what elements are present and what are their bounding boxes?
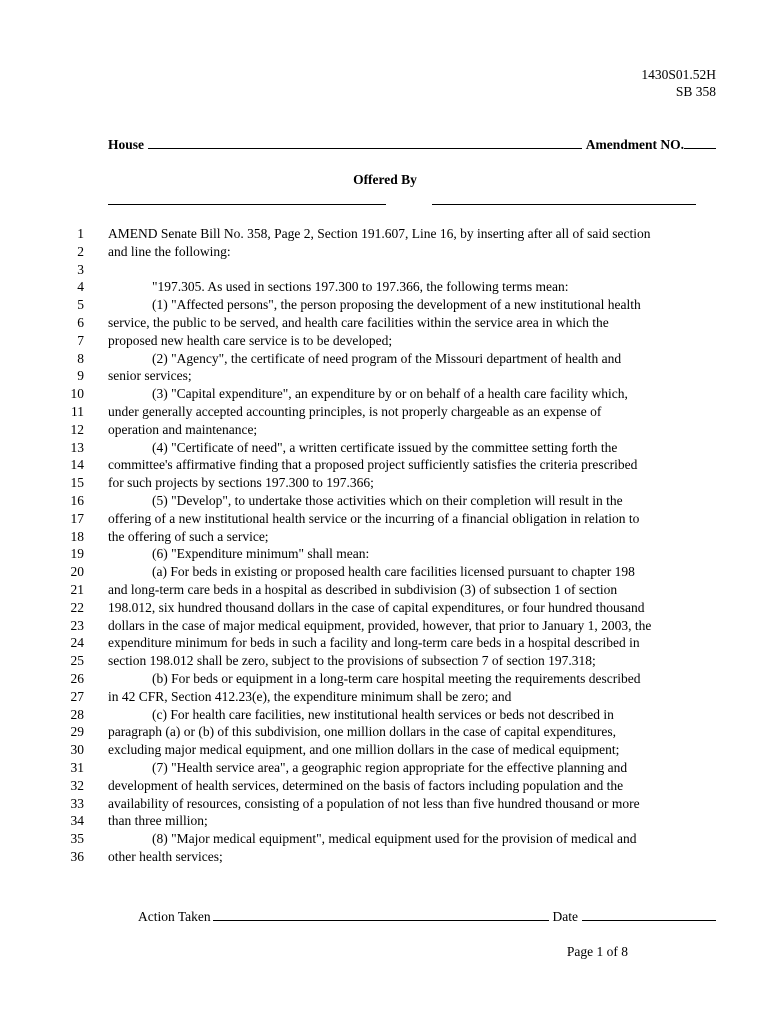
- line-text: availability of resources, consisting of a population of not less than five hundred thousand or more: [108, 795, 640, 811]
- line-number: 5: [77, 297, 84, 313]
- line-text: expenditure minimum for beds in such a facility and long-term care beds in a hospital described in: [108, 635, 640, 651]
- line-number: 19: [70, 546, 84, 562]
- text-line: [0, 830, 770, 848]
- line-number: 23: [70, 617, 84, 633]
- line-text: and long-term care beds in a hospital as described in subdivision (3) of subsection 1 of section: [108, 581, 618, 597]
- amendment-number-blank: [684, 136, 716, 149]
- line-number: 30: [70, 742, 84, 758]
- line-number: 10: [70, 386, 84, 402]
- text-line: [0, 723, 770, 741]
- line-text: (8) "Major medical equipment", medical equipment used for the provision of medical and: [152, 831, 637, 847]
- line-number: 34: [70, 813, 84, 829]
- line-number: 18: [70, 528, 84, 544]
- line-number: 13: [70, 439, 84, 455]
- line-text: for such projects by sections 197.300 to 197.366;: [108, 475, 374, 491]
- line-number: 32: [70, 777, 84, 793]
- line-number: 25: [70, 653, 84, 669]
- line-number: 14: [70, 457, 84, 473]
- line-text: and line the following:: [108, 243, 231, 259]
- house-label: House: [108, 137, 145, 152]
- text-line: [0, 225, 770, 243]
- line-text: proposed new health care service is to be developed;: [108, 332, 393, 348]
- date-blank: [582, 908, 716, 921]
- line-text: (2) "Agency", the certificate of need program of the Missouri department of health and: [152, 350, 622, 366]
- amendment-label: Amendment NO.: [585, 137, 684, 152]
- line-text: paragraph (a) or (b) of this subdivision, one million dollars in the case of capital expenditures,: [108, 724, 616, 740]
- line-number: 15: [70, 475, 84, 491]
- text-line: [0, 670, 770, 688]
- signature-line-right: [432, 204, 696, 205]
- text-line: [0, 403, 770, 421]
- line-number: 28: [70, 706, 84, 722]
- line-text: in 42 CFR, Section 412.23(e), the expenditure minimum shall be zero; and: [108, 688, 512, 704]
- line-text: section 198.012 shall be zero, subject to the provisions of subsection 7 of section 197.318;: [108, 653, 596, 669]
- line-number: 7: [77, 332, 84, 348]
- line-text: excluding major medical equipment, and one million dollars in the case of medical equipment;: [108, 742, 620, 758]
- bill-code: 1430S01.52H: [641, 67, 716, 82]
- text-line: [0, 243, 770, 261]
- line-text: (b) For beds or equipment in a long-term care hospital meeting the requirements described: [152, 670, 641, 686]
- line-number: 20: [70, 564, 84, 580]
- amendment-text-body: [0, 225, 770, 866]
- text-line: [0, 296, 770, 314]
- line-text: under generally accepted accounting principles, is not properly chargeable as an expense of: [108, 403, 602, 419]
- line-number: 26: [70, 670, 84, 686]
- line-text: senior services;: [108, 368, 192, 384]
- text-line: [0, 634, 770, 652]
- text-line: [0, 688, 770, 706]
- bill-number: SB 358: [675, 84, 716, 99]
- text-line: [0, 599, 770, 617]
- line-text: (3) "Capital expenditure", an expenditure by or on behalf of a health care facility which,: [152, 386, 628, 402]
- text-line: [0, 492, 770, 510]
- line-text: offering of a new institutional health service or the incurring of a financial obligation in relation to: [108, 510, 640, 526]
- line-number: 22: [70, 599, 84, 615]
- house-blank-line: [148, 136, 582, 149]
- line-number: 27: [70, 688, 84, 704]
- line-text: (4) "Certificate of need", a written certificate issued by the committee setting forth the: [152, 439, 618, 455]
- text-line: [0, 545, 770, 563]
- text-line: [0, 528, 770, 546]
- text-line: [0, 741, 770, 759]
- line-number: 12: [70, 421, 84, 437]
- line-text: 198.012, six hundred thousand dollars in the case of capital expenditures, or four hundred thousand: [108, 599, 645, 615]
- text-line: [0, 759, 770, 777]
- page-number: Page 1 of 8: [566, 944, 628, 959]
- text-line: [0, 385, 770, 403]
- line-number: 36: [70, 848, 84, 864]
- line-text: other health services;: [108, 848, 223, 864]
- text-line: [0, 314, 770, 332]
- text-line: [0, 848, 770, 866]
- line-number: 9: [77, 368, 84, 384]
- text-line: [0, 421, 770, 439]
- text-line: [0, 581, 770, 599]
- line-text: AMEND Senate Bill No. 358, Page 2, Section 191.607, Line 16, by inserting after all of said section: [108, 226, 651, 241]
- signature-line-left: [108, 204, 386, 205]
- line-number: 33: [70, 795, 84, 811]
- line-number: 31: [70, 759, 84, 775]
- date-label: Date: [552, 909, 578, 924]
- line-number: 35: [70, 831, 84, 847]
- line-text: (6) "Expenditure minimum" shall mean:: [152, 546, 370, 562]
- line-number: 24: [70, 635, 84, 651]
- offered-by-label: Offered By: [353, 172, 417, 187]
- house-amendment-line: [108, 136, 716, 153]
- text-line: [0, 332, 770, 350]
- line-text: (5) "Develop", to undertake those activities which on their completion will result in the: [152, 492, 623, 508]
- line-number: 8: [77, 350, 84, 366]
- text-line: [0, 795, 770, 813]
- line-text: (a) For beds in existing or proposed health care facilities licensed pursuant to chapter 198: [152, 564, 635, 580]
- line-text: (c) For health care facilities, new institutional health services or beds not described in: [152, 706, 614, 722]
- line-text: committee's affirmative finding that a proposed project sufficiently satisfies the criteria prescribed: [108, 457, 638, 473]
- action-taken-line: [138, 908, 716, 925]
- bill-identifier: [641, 66, 716, 100]
- text-line: [0, 706, 770, 724]
- action-taken-label: Action Taken: [138, 909, 211, 924]
- line-text: (7) "Health service area", a geographic region appropriate for the effective planning and: [152, 759, 628, 775]
- line-text: (1) "Affected persons", the person proposing the development of a new institutional health: [152, 297, 641, 313]
- line-text: operation and maintenance;: [108, 421, 258, 437]
- text-line: [0, 563, 770, 581]
- text-line: [0, 278, 770, 296]
- text-line: [0, 367, 770, 385]
- text-line: [0, 350, 770, 368]
- text-line: [0, 261, 770, 279]
- line-text: development of health services, determined on the basis of factors including population and the: [108, 777, 624, 793]
- text-line: [0, 617, 770, 635]
- action-taken-blank: [213, 908, 549, 921]
- line-text: the offering of such a service;: [108, 528, 269, 544]
- line-number: 21: [70, 581, 84, 597]
- offered-by-signature-lines: [108, 204, 716, 205]
- line-text: service, the public to be served, and health care facilities within the service area in which the: [108, 314, 609, 330]
- text-line: [0, 652, 770, 670]
- line-number: 11: [71, 403, 84, 419]
- text-line: [0, 812, 770, 830]
- text-line: [0, 510, 770, 528]
- line-number: 3: [77, 261, 84, 277]
- text-line: [0, 474, 770, 492]
- text-line: [0, 456, 770, 474]
- text-line: [0, 439, 770, 457]
- line-number: 6: [77, 314, 84, 330]
- line-text: than three million;: [108, 813, 208, 829]
- line-text: dollars in the case of major medical equipment, provided, however, that prior to January 1, 2003, the: [108, 617, 652, 633]
- line-number: 4: [77, 279, 84, 295]
- line-text: "197.305. As used in sections 197.300 to 197.366, the following terms mean:: [152, 279, 569, 295]
- text-line: [0, 777, 770, 795]
- line-number: 17: [70, 510, 84, 526]
- line-number: 16: [70, 492, 84, 508]
- line-number: 2: [77, 243, 84, 259]
- line-number: 29: [70, 724, 84, 740]
- line-number: 1: [77, 226, 84, 241]
